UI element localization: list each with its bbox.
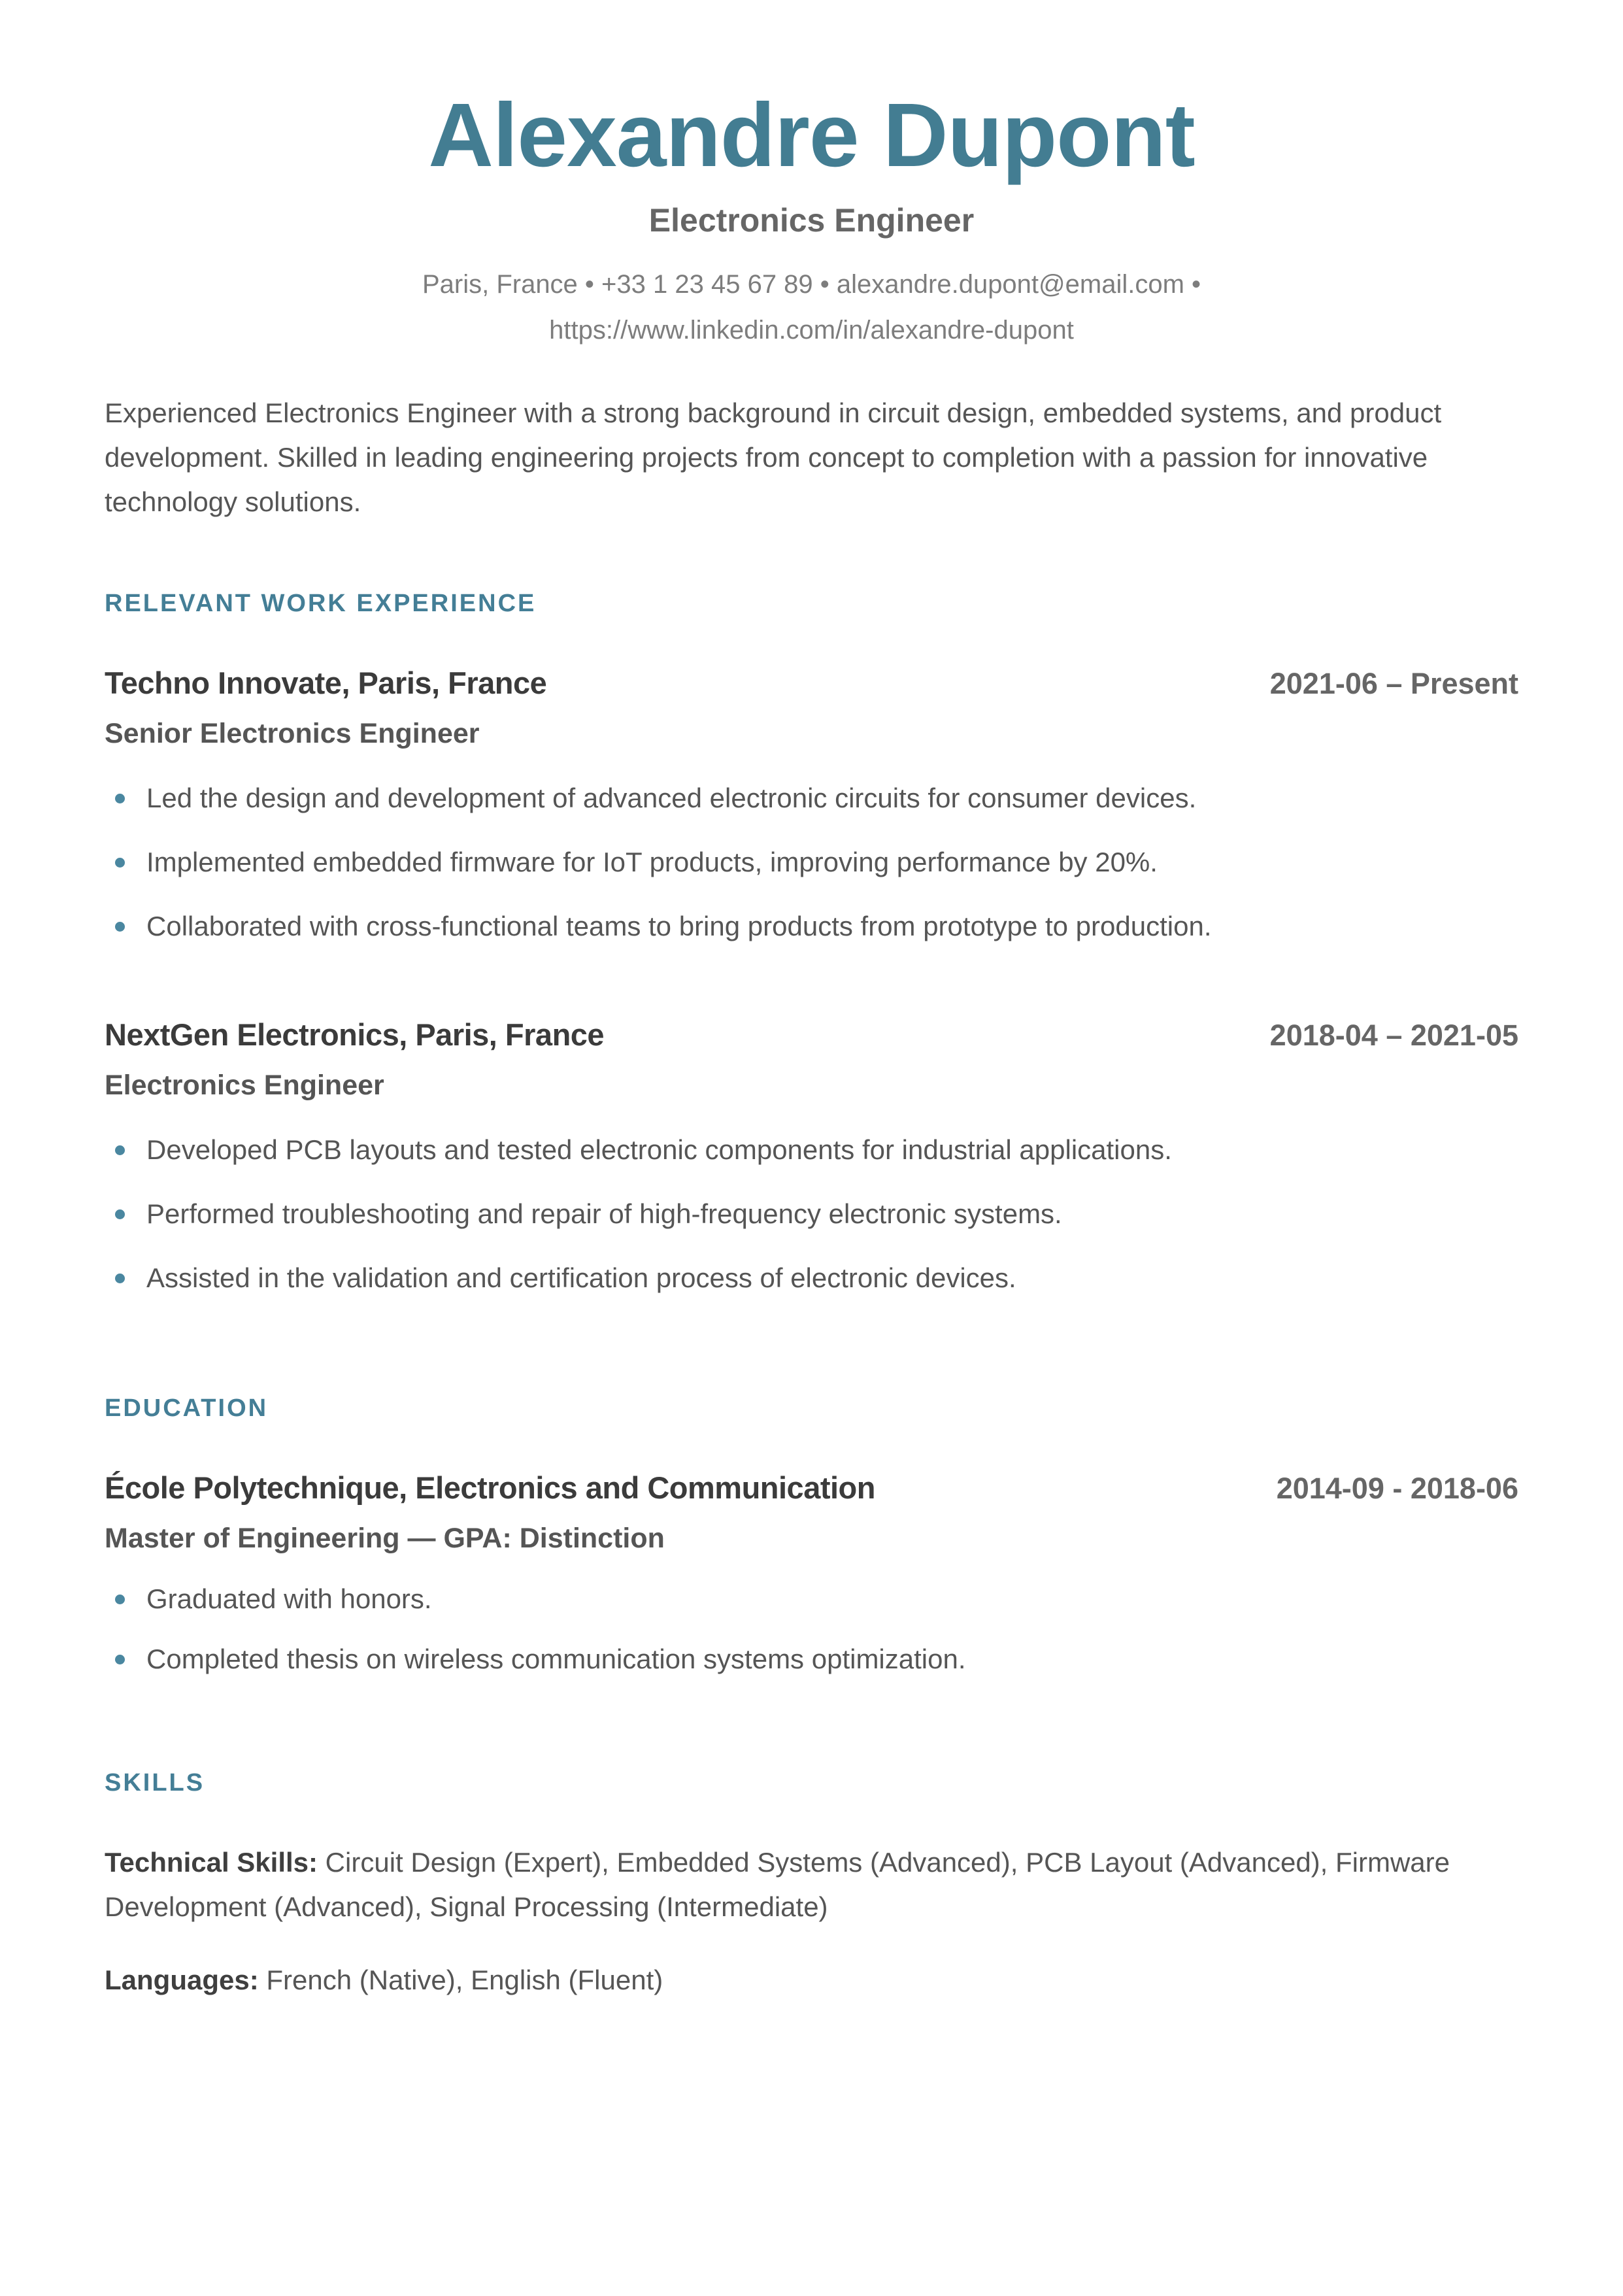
job-highlight: Developed PCB layouts and tested electronic components for industrial applications. — [105, 1132, 1518, 1168]
school-name: École Polytechnique, Electronics and Communication — [105, 1470, 875, 1506]
experience-entry-2 — [105, 1017, 1518, 1296]
education-highlights-list — [105, 1581, 1518, 1678]
experience-entry-1 — [105, 665, 1518, 945]
section-title-education: EDUCATION — [105, 1394, 269, 1423]
candidate-title: Electronics Engineer — [648, 201, 975, 239]
company-name: Techno Innovate, Paris, France — [105, 666, 547, 701]
job-highlight: Led the design and development of advanced electronic circuits for consumer devices. — [105, 780, 1518, 817]
section-title-skills: SKILLS — [105, 1769, 205, 1797]
company-name: NextGen Electronics, Paris, France — [105, 1017, 605, 1053]
technical-skills-label: Technical Skills: — [105, 1847, 318, 1878]
experience-entry-1-header — [105, 665, 1518, 701]
job-highlights-list — [105, 1132, 1518, 1296]
resume-header — [105, 0, 1518, 353]
education-entry — [105, 1470, 1518, 1678]
professional-summary: Experienced Electronics Engineer with a strong background in circuit design, embedded systems, and product development. Skilled in leading engineering projects from concept to completion with a passion for innovative technology solutions. — [105, 397, 1442, 518]
job-highlights-list — [105, 780, 1518, 945]
job-title: Electronics Engineer — [105, 1070, 384, 1102]
employment-dates: 2018-04 – 2021-05 — [1269, 1019, 1518, 1053]
languages-text: French (Native), English (Fluent) — [258, 1965, 663, 1996]
education-highlight: Completed thesis on wireless communication systems optimization. — [105, 1641, 1518, 1678]
languages-label: Languages: — [105, 1965, 259, 1996]
experience-entry-2-header — [105, 1017, 1518, 1053]
candidate-name: Alexandre Dupont — [428, 85, 1195, 186]
languages-line — [105, 1958, 1518, 2002]
education-dates: 2014-09 - 2018-06 — [1276, 1472, 1518, 1506]
job-highlight: Performed troubleshooting and repair of high-frequency electronic systems. — [105, 1196, 1518, 1232]
job-highlight: Assisted in the validation and certification process of electronic devices. — [105, 1260, 1518, 1296]
contact-info — [105, 262, 1518, 353]
section-title-experience: RELEVANT WORK EXPERIENCE — [105, 590, 537, 618]
job-highlight: Implemented embedded firmware for IoT products, improving performance by 20%. — [105, 844, 1518, 881]
technical-skills-line — [105, 1840, 1518, 1929]
employment-dates: 2021-06 – Present — [1269, 667, 1518, 701]
education-entry-header — [105, 1470, 1518, 1506]
technical-skills-text: Circuit Design (Expert), Embedded Systems (Advanced), PCB Layout (Advanced), Firmware Development (Advanced), Signal Processing (Intermediate) — [105, 1847, 1450, 1923]
degree-name: Master of Engineering — GPA: Distinction — [105, 1523, 665, 1555]
contact-line-2-linkedin-url: https://www.linkedin.com/in/alexandre-dupont — [549, 316, 1074, 345]
contact-line-1: Paris, France • +33 1 23 45 67 89 • alexandre.dupont@email.com • — [422, 270, 1201, 299]
education-highlight: Graduated with honors. — [105, 1581, 1518, 1617]
job-title: Senior Electronics Engineer — [105, 718, 480, 750]
job-highlight: Collaborated with cross-functional teams to bring products from prototype to production. — [105, 908, 1518, 945]
